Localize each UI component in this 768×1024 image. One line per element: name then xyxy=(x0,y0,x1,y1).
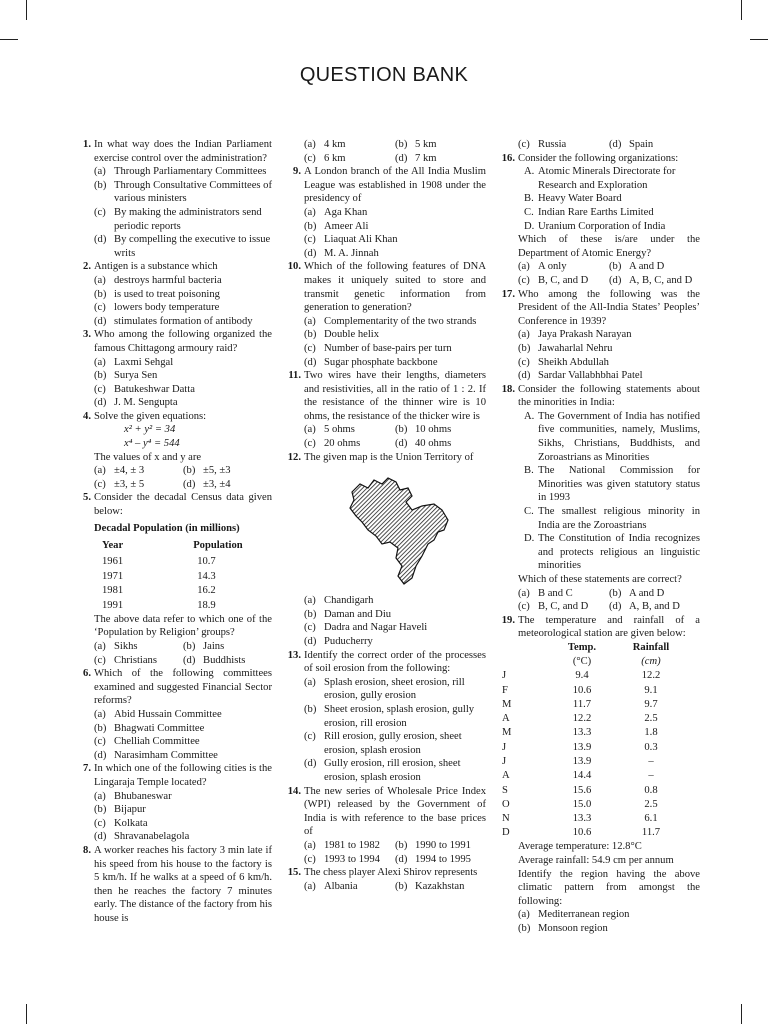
question-text: Which of the following committees examined and suggested Financial Sector reforms? xyxy=(94,668,272,707)
option-c: (c) Rill erosion, gully erosion, sheet erosion, splash erosion xyxy=(304,731,462,756)
question-number: 13. xyxy=(287,649,301,661)
option-b: (b) Jains xyxy=(183,641,225,652)
question-number: 18. xyxy=(501,383,515,395)
table-row: M 11.7 9.7 xyxy=(502,698,658,710)
option-d: (d) Gully erosion, rill erosion, sheet erosion, splash erosion xyxy=(304,758,461,783)
option-d: (d) 40 ohms xyxy=(395,438,452,450)
option-a: (a) 4 km xyxy=(304,139,346,150)
option-d: (d) Narasimham Committee xyxy=(94,749,218,761)
option-a: (a) Bhubaneswar xyxy=(94,790,172,802)
question-number: 9. xyxy=(293,166,301,178)
question-3 xyxy=(76,328,272,410)
statement-c: C. Indian Rare Earths Limited xyxy=(524,206,654,218)
question-text: The chess player Alexi Shirov represents xyxy=(304,867,478,879)
option-d: (d) Puducherry xyxy=(304,636,373,648)
option-a: (a) Through Parliamentary Committees xyxy=(94,166,267,178)
option-d: (d) Sardar Vallabhbhai Patel xyxy=(518,370,643,382)
table-header: Year xyxy=(102,540,124,552)
question-7 xyxy=(76,762,272,844)
option-a: (a) destroys harmful bacteria xyxy=(94,274,222,286)
crop-mark xyxy=(0,39,18,40)
question-subtext: The above data refer to which one of the ‘Population by Religion’ groups? xyxy=(94,613,272,639)
option-b: (b) Kazakhstan xyxy=(395,880,465,892)
question-text: A London branch of the All India Muslim League was established in 1908 under the presidency of xyxy=(304,166,486,205)
table-row: N 13.3 6.1 xyxy=(502,813,658,825)
table-row: A 12.2 2.5 xyxy=(502,713,658,725)
question-15-continued xyxy=(500,138,700,152)
unit-label: (°C) xyxy=(572,655,592,667)
equation: x² + y² = 34 xyxy=(124,424,176,436)
option-a: (a) Albania xyxy=(304,880,358,892)
question-text: Which of the following features of DNA makes it uniquely suited to store and transmit genetic information from generation to generation? xyxy=(304,261,486,314)
crop-mark xyxy=(741,0,742,20)
option-a: (a) Jaya Prakash Narayan xyxy=(518,329,632,341)
option-c: (c) Sheikh Abdullah xyxy=(518,356,609,368)
option-c: (c) Russia xyxy=(518,139,567,150)
question-text: Consider the decadal Census data given below: xyxy=(94,492,272,518)
table-row: A 14.4 – xyxy=(502,770,654,782)
option-b: (b) Bhagwati Committee xyxy=(94,722,205,734)
question-14 xyxy=(286,785,486,867)
table-row: D 10.6 11.7 xyxy=(502,827,661,839)
column-right xyxy=(500,138,700,936)
option-b: (b) ±5, ±3 xyxy=(183,465,231,477)
option-a: (a) Laxmi Sehgal xyxy=(94,356,174,368)
question-text: Consider the following organizations: xyxy=(518,152,679,164)
population-table xyxy=(94,537,243,613)
table-row: J 9.4 12.2 xyxy=(502,670,661,682)
option-b: (b) Monsoon region xyxy=(518,922,608,934)
question-number: 11. xyxy=(288,370,301,382)
question-8 xyxy=(76,844,272,926)
table-row: F 10.6 9.1 xyxy=(502,684,658,696)
question-text: The temperature and rainfall of a meteorological station are given below: xyxy=(518,614,700,640)
option-c: (c) By making the administrators send periodic reports xyxy=(94,206,262,232)
option-a: (a) Complementarity of the two strands xyxy=(304,315,477,327)
option-b: (b) 10 ohms xyxy=(395,424,452,436)
statement-c: C. The smallest religious minority in India are the Zoroastrians xyxy=(524,506,700,531)
table-row: J 13.9 0.3 xyxy=(502,741,658,753)
option-c: (c) Dadra and Nagar Haveli xyxy=(304,622,428,634)
option-a: (a) ±4, ± 3 xyxy=(94,465,145,477)
statement-b: B. Heavy Water Board xyxy=(524,193,622,205)
option-a: (a) A only xyxy=(518,261,567,273)
question-2 xyxy=(76,260,272,328)
question-15 xyxy=(286,866,486,893)
option-c: (c) ±3, ± 5 xyxy=(94,478,145,490)
option-b: (b) Through Consultative Committees of various ministers xyxy=(94,179,273,205)
option-a: (a) B and C xyxy=(518,587,573,599)
question-9 xyxy=(286,165,486,260)
option-a: (a) Splash erosion, sheet erosion, rill erosion, gully erosion xyxy=(304,676,465,702)
question-text: The given map is the Union Territory of xyxy=(304,451,474,463)
option-d: (d) Buddhists xyxy=(183,654,246,666)
weather-table xyxy=(502,641,692,840)
question-number: 14. xyxy=(287,785,301,797)
statement-a: A. The Government of India has notified five communities, namely, Muslims, Sikhs, Christians, Buddhists, and Zoroastrians as Minorities xyxy=(524,410,700,463)
crop-mark xyxy=(26,1004,27,1024)
table-row: S 15.6 0.8 xyxy=(502,784,658,796)
question-17 xyxy=(500,288,700,383)
statement-a: A. Atomic Minerals Directorate for Research and Exploration xyxy=(524,166,676,191)
option-a: (a) Mediterranean region xyxy=(518,909,630,921)
question-number: 4. xyxy=(83,410,91,422)
column-left xyxy=(76,138,272,925)
option-b: (b) 5 km xyxy=(395,139,437,150)
statement-b: B. The National Commission for Minorities was given statutory status in 1993 xyxy=(524,465,700,504)
table-row: 1991 18.9 xyxy=(102,599,216,611)
average-temperature: Average temperature: 12.8°C xyxy=(518,841,642,853)
option-b: (b) A and D xyxy=(609,261,665,273)
question-text: A worker reaches his factory 3 min late if his speed from his house to the factory is 5 km/h. If he walks at a speed of 6 km/h. then he reaches the factory 7 minutes early. The distance of the factory from his house is xyxy=(94,844,272,924)
question-6 xyxy=(76,667,272,762)
equation: x⁴ – y⁴ = 544 xyxy=(124,438,180,450)
question-number: 7. xyxy=(83,763,91,775)
option-d: (d) A, B, C, and D xyxy=(609,274,693,286)
question-number: 2. xyxy=(83,261,91,273)
option-b: (b) A and D xyxy=(609,587,665,599)
unit-label: (cm) xyxy=(641,655,661,667)
question-19 xyxy=(500,614,700,641)
option-b: (b) Bijapur xyxy=(94,804,146,816)
option-a: (a) Abid Hussain Committee xyxy=(94,708,222,720)
page-title: QUESTION BANK xyxy=(299,64,469,86)
question-number: 5. xyxy=(83,492,91,504)
question-subtext: Which of these statements are correct? xyxy=(518,574,682,585)
option-b: (b) Daman and Diu xyxy=(304,608,392,620)
question-text: The new series of Wholesale Price Index (WPI) released by the Government of India is with reference to the base prices of xyxy=(304,785,486,838)
statement-d: D. Uranium Corporation of India xyxy=(524,220,666,232)
statement-d: D. The Constitution of India recognizes and protects religious an linguistic minorities xyxy=(524,533,700,572)
option-c: (c) 1993 to 1994 xyxy=(304,853,380,865)
option-c: (c) B, C, and D xyxy=(518,601,589,613)
option-d: (d) 7 km xyxy=(395,152,437,164)
option-c: (c) Kolkata xyxy=(94,817,148,829)
question-number: 10. xyxy=(287,261,301,273)
option-c: (c) 6 km xyxy=(304,152,346,164)
question-number: 8. xyxy=(83,844,91,856)
option-c: (c) Christians xyxy=(94,654,157,666)
question-number: 16. xyxy=(501,152,515,164)
question-number: 1. xyxy=(83,139,91,150)
table-row: 1981 16.2 xyxy=(102,585,216,597)
question-text: Antigen is a substance which xyxy=(94,261,218,273)
option-d: (d) J. M. Sengupta xyxy=(94,397,178,409)
question-4 xyxy=(76,410,272,492)
question-19-continued xyxy=(500,840,700,935)
table-row: J 13.9 – xyxy=(502,755,654,767)
option-b: (b) Sheet erosion, splash erosion, gully erosion, rill erosion xyxy=(304,704,475,729)
question-number: 3. xyxy=(83,329,91,341)
option-a: (a) 1981 to 1982 xyxy=(304,839,380,851)
question-number: 6. xyxy=(83,668,91,680)
question-18 xyxy=(500,383,700,614)
option-c: (c) Number of base-pairs per turn xyxy=(304,342,452,354)
question-text: In which one of the following cities is the Lingaraja Temple located? xyxy=(94,763,272,788)
question-1 xyxy=(76,138,272,260)
option-b: (b) is used to treat poisoning xyxy=(94,288,220,300)
option-a: (a) Sikhs xyxy=(94,641,138,652)
question-subtext: Which of these is/are under the Department of Atomic Energy? xyxy=(518,234,700,259)
option-d: (d) 1994 to 1995 xyxy=(395,853,471,865)
table-header: Temp. xyxy=(567,641,597,653)
table-row: 1961 10.7 xyxy=(102,556,216,568)
table-row: M 13.3 1.8 xyxy=(502,727,658,739)
question-text: Who among the following was the President of the All-India States’ Peoples’ Conference in 1939? xyxy=(518,288,700,327)
option-b: (b) 1990 to 1991 xyxy=(395,839,471,851)
table-title: Decadal Population (in millions) xyxy=(94,522,240,534)
option-c: (c) 20 ohms xyxy=(304,438,361,450)
table-row: 1971 14.3 xyxy=(102,570,216,582)
question-text: Consider the following statements about the minorities in India: xyxy=(518,383,700,409)
option-d: (d) Sugar phosphate backbone xyxy=(304,356,438,368)
question-13 xyxy=(286,649,486,785)
option-a: (a) 5 ohms xyxy=(304,424,355,436)
question-8-continued xyxy=(286,138,486,165)
option-d: (d) Spain xyxy=(609,139,654,150)
question-text: Two wires have their lengths, diameters and resistivities, all in the ratio of 1 : 2. If the resistance of the thinner wire is 10 ohms, the resistance of the thicker wire is xyxy=(304,370,486,422)
option-b: (b) Ameer Ali xyxy=(304,220,369,232)
option-d: (d) stimulates formation of antibody xyxy=(94,315,253,327)
question-text: Who among the following organized the famous Chittagong armoury raid? xyxy=(94,329,272,354)
table-row: O 15.0 2.5 xyxy=(502,798,658,810)
option-a: (a) Chandigarh xyxy=(304,595,374,607)
question-number: 19. xyxy=(501,614,515,626)
option-c: (c) Liaquat Ali Khan xyxy=(304,234,398,246)
question-11 xyxy=(286,369,486,451)
option-b: (b) Surya Sen xyxy=(94,370,158,382)
question-16 xyxy=(500,152,700,288)
option-d: (d) ±3, ±4 xyxy=(183,478,231,490)
union-territory-map xyxy=(342,470,454,588)
question-text: Solve the given equations: xyxy=(94,410,207,422)
crop-mark xyxy=(26,0,27,20)
option-d: (d) M. A. Jinnah xyxy=(304,247,379,259)
average-rainfall: Average rainfall: 54.9 cm per annum xyxy=(518,855,674,867)
question-text: In what way does the Indian Parliament exercise control over the administration? xyxy=(94,139,272,164)
question-number: 17. xyxy=(501,288,515,300)
question-number: 12. xyxy=(287,451,301,463)
question-10 xyxy=(286,260,486,369)
question-12 xyxy=(286,451,486,649)
option-d: (d) By compelling the executive to issue writs xyxy=(94,234,271,259)
option-d: (d) A, B, and D xyxy=(609,601,680,613)
crop-mark xyxy=(750,39,768,40)
option-d: (d) Shravanabelagola xyxy=(94,831,190,843)
option-b: (b) Jawaharlal Nehru xyxy=(518,342,613,354)
column-middle xyxy=(286,138,486,893)
question-number: 15. xyxy=(287,867,301,879)
question-subtext: Identify the region having the above climatic pattern from amongst the following: xyxy=(518,868,700,907)
option-c: (c) B, C, and D xyxy=(518,274,589,286)
option-c: (c) Chelliah Committee xyxy=(94,736,200,748)
map-region-shape xyxy=(350,478,448,584)
option-c: (c) lowers body temperature xyxy=(94,302,220,314)
option-b: (b) Double helix xyxy=(304,329,380,341)
question-5 xyxy=(76,491,272,667)
option-a: (a) Aga Khan xyxy=(304,206,368,218)
option-c: (c) Batukeshwar Datta xyxy=(94,383,195,395)
table-header: Population xyxy=(193,540,243,552)
question-subtext: The values of x and y are xyxy=(94,451,202,463)
crop-mark xyxy=(741,1004,742,1024)
question-text: Identify the correct order of the processes of soil erosion from the following: xyxy=(304,649,486,675)
table-header: Rainfall xyxy=(632,641,670,653)
